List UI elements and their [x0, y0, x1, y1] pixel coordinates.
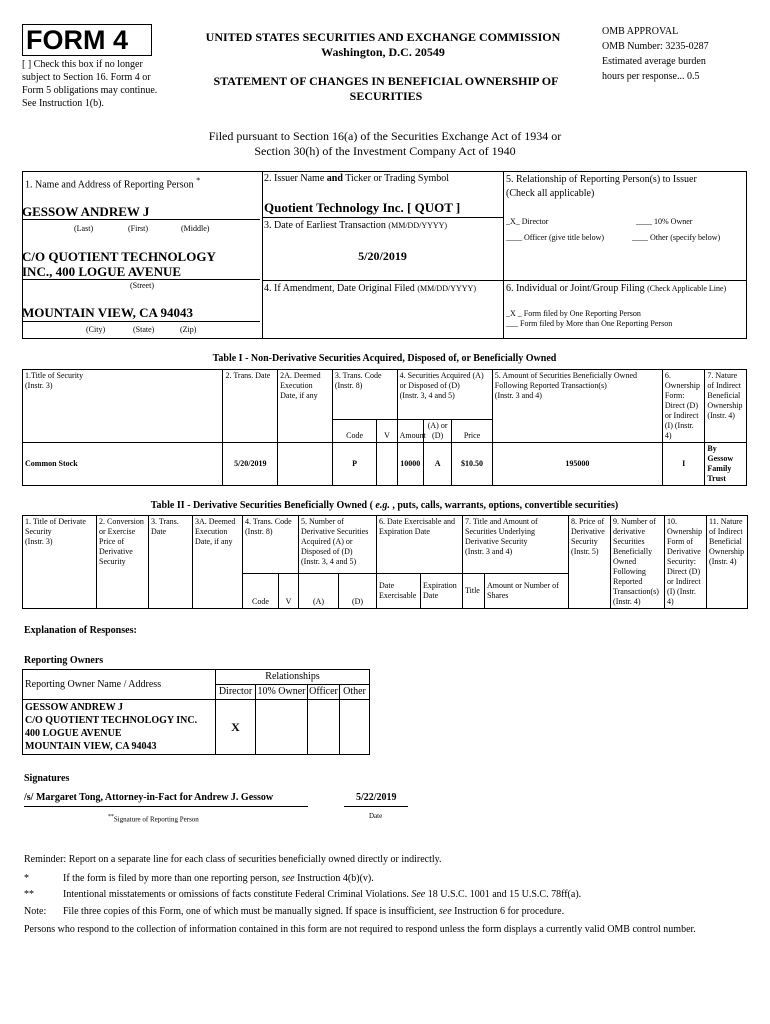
t2-sub-code: Code — [243, 573, 279, 608]
box6-label — [506, 283, 726, 294]
box1-label-mark: * — [196, 176, 201, 185]
t1-cell-owned: 195000 — [492, 443, 662, 486]
ten-percent-owner-checkbox[interactable]: ____ 10% Owner — [636, 217, 693, 226]
owner-other-mark — [340, 700, 370, 755]
t1-header-title: 1.Title of Security (Instr. 3) — [23, 370, 223, 443]
omb-line-3: Estimated average burden — [602, 56, 706, 67]
t2-header-number: 5. Number of Derivative Securities Acquired (A) or Disposed of (D) (Instr. 3, 4 and 5) — [299, 516, 377, 574]
note-2-text — [63, 889, 581, 900]
note-2-pre: Intentional misstatements or omissions of facts constitute Federal Criminal Violations. — [63, 889, 412, 900]
note-1-text — [63, 873, 374, 884]
t2-sub-v: V — [279, 573, 299, 608]
check-box-notice[interactable] — [22, 58, 172, 110]
agency-name: UNITED STATES SECURITIES AND EXCHANGE COMMISSION — [205, 30, 561, 44]
signature-caption-mark: ** — [108, 814, 114, 820]
t1-sub-code: Code — [332, 420, 377, 443]
table2-title-post: , puts, calls, warrants, options, convertible securities) — [389, 500, 619, 511]
t1-header-date: 2. Trans. Date — [223, 370, 278, 443]
middle-label: (Middle) — [181, 224, 210, 233]
t1-header-code: 3. Trans. Code (Instr. 8) — [332, 370, 397, 420]
statement-title: STATEMENT OF CHANGES IN BENEFICIAL OWNERSHIP OF SECURITIES — [213, 74, 559, 103]
box2-label-post: Ticker or Trading Symbol — [342, 173, 450, 184]
owner-line-1: GESSOW ANDREW J — [25, 702, 123, 713]
box4-label-format: (MM/DD/YYYY) — [417, 284, 476, 293]
city-underline — [22, 321, 260, 322]
owners-header-director: Director — [216, 685, 256, 700]
t1-sub-amount: Amount — [397, 420, 423, 443]
t2-header-form: 10. Ownership Form of Derivative Security: Direct (D) or Indirect (I) (Instr. 4) — [665, 516, 707, 609]
table2-title — [22, 500, 747, 511]
t2-header-date: 3. Trans. Date — [149, 516, 193, 609]
t1-cell-v — [377, 443, 397, 486]
filed-pursuant-line-1: Filed pursuant to Section 16(a) of the Securities Exchange Act of 1934 or — [208, 129, 562, 143]
box2-label-pre: 2. Issuer Name — [264, 173, 327, 184]
t1-cell-date: 5/20/2019 — [223, 443, 278, 486]
table-row — [23, 443, 747, 486]
grid-rule-date — [262, 280, 747, 281]
box2-label-and: and — [326, 173, 343, 184]
box3-label — [264, 220, 447, 231]
t1-cell-code: P — [332, 443, 377, 486]
t1-cell-price: $10.50 — [452, 443, 493, 486]
owner-line-2: C/O QUOTIENT TECHNOLOGY INC. — [25, 715, 198, 726]
t1-cell-security: Common Stock — [23, 443, 223, 486]
table1-title: Table I - Non-Derivative Securities Acquired, Disposed of, or Beneficially Owned — [212, 353, 557, 364]
reporting-owners-label: Reporting Owners — [24, 655, 104, 666]
box1-label — [25, 176, 200, 190]
t1-header-ownership-form: 6. Ownership Form: Direct (D) or Indirect (I) (Instr. 4) — [662, 370, 705, 443]
box1-label-text: 1. Name and Address of Reporting Person — [25, 179, 194, 191]
owner-line-4: MOUNTAIN VIEW, CA 94043 — [25, 741, 157, 752]
signer-name: /s/ Margaret Tong, Attorney-in-Fact for Andrew J. Gessow — [24, 792, 274, 803]
t1-cell-form: I — [662, 443, 705, 486]
director-checkbox[interactable]: _X_ Director — [506, 217, 549, 226]
box6-label-small: (Check Applicable Line) — [647, 284, 727, 293]
t2-sub-expiration: Expiration Date — [421, 573, 463, 608]
explanation-label: Explanation of Responses: — [24, 625, 137, 636]
reporting-person-name: GESSOW ANDREW J — [22, 204, 150, 219]
owner-line-3: 400 LOGUE AVENUE — [25, 728, 122, 739]
t1-cell-ad: A — [423, 443, 451, 486]
filed-pursuant — [100, 129, 670, 159]
street-address-line-1: C/O QUOTIENT TECHNOLOGY — [22, 249, 216, 264]
note-3-pre: File three copies of this Form, one of which must be manually signed. If space is insufficient, — [63, 906, 439, 917]
signature-caption-text: Signature of Reporting Person — [113, 815, 199, 824]
t1-cell-nature: By Gessow Family Trust — [705, 443, 747, 486]
box3-label-text: 3. Date of Earliest Transaction — [264, 220, 386, 231]
other-checkbox[interactable]: ____ Other (specify below) — [632, 233, 721, 242]
t1-header-amount-owned: 5. Amount of Securities Beneficially Owned Following Reported Transaction(s) (Instr. 3 and 4) — [492, 370, 662, 443]
owners-header-name: Reporting Owner Name / Address — [23, 670, 216, 700]
t2-sub-title: Title — [463, 573, 485, 608]
table2 — [22, 515, 748, 609]
filed-pursuant-line-2: Section 30(h) of the Investment Company Act of 1940 — [254, 144, 516, 158]
city-label: (City) — [86, 325, 106, 334]
note-2-mark: ** — [24, 889, 34, 900]
note-3-post: Instruction 6 for procedure. — [451, 906, 565, 917]
t2-header-exercisable: 6. Date Exercisable and Expiration Date — [377, 516, 463, 574]
t1-sub-ad: (A) or (D) — [423, 420, 451, 443]
signature-caption — [108, 813, 199, 824]
city-state-zip: MOUNTAIN VIEW, CA 94043 — [22, 305, 193, 320]
agency-location: Washington, D.C. 20549 — [321, 45, 445, 59]
note-3-mark: Note: — [24, 906, 47, 917]
omb-line-1: OMB APPROVAL — [602, 26, 679, 37]
t1-sub-price: Price — [452, 420, 493, 443]
owners-header-ten: 10% Owner — [256, 685, 308, 700]
zip-label: (Zip) — [180, 325, 197, 334]
state-label: (State) — [133, 325, 155, 334]
table-row — [23, 700, 370, 755]
t2-header-owned: 9. Number of derivative Securities Beneficially Owned Following Reported Transaction(s) (Instr. 4) — [611, 516, 665, 609]
one-person-option[interactable]: _X _ Form filed by One Reporting Person — [506, 309, 641, 318]
t2-header-title: 1. Title of Derivate Security (Instr. 3) — [23, 516, 97, 609]
street-underline — [22, 279, 260, 280]
t1-header-deemed: 2A. Deemed Execution Date, if any — [278, 370, 333, 443]
note-1-mark: * — [24, 873, 29, 884]
box6-label-text: 6. Individual or Joint/Group Filing — [506, 283, 645, 294]
street-address-line-2: INC., 400 LOGUE AVENUE — [22, 264, 182, 279]
t1-cell-amount: 10000 — [397, 443, 423, 486]
note-1-see: see — [281, 873, 295, 884]
t2-sub-a: (A) — [299, 573, 339, 608]
table2-title-pre: Table II - Derivative Securities Beneficially Owned ( — [150, 500, 376, 511]
note-3-see: see — [438, 906, 452, 917]
reporting-owners-table — [22, 669, 370, 755]
persons-notice: Persons who respond to the collection of information contained in this form are not required to respond unless the form displays a currently valid OMB control number. — [24, 924, 696, 935]
name-underline — [22, 219, 260, 220]
omb-line-4: hours per response... 0.5 — [602, 71, 700, 82]
t2-header-price: 8. Price of Derivative Security (Instr. 5) — [569, 516, 611, 609]
box5-label-line-1: 5. Relationship of Reporting Person(s) to Issuer — [506, 174, 697, 185]
first-label: (First) — [128, 224, 148, 233]
earliest-transaction-date: 5/20/2019 — [358, 249, 407, 263]
note-3-text — [63, 906, 564, 917]
omb-approval — [602, 24, 709, 84]
owner-address — [23, 700, 216, 755]
date-line — [344, 806, 408, 807]
t2-sub-d: (D) — [339, 573, 377, 608]
issuer-name: Quotient Technology Inc. [ QUOT ] — [264, 200, 461, 215]
grid-rule-issuer — [262, 217, 503, 218]
note-2-post: 18 U.S.C. 1001 and 15 U.S.C. 78ff(a). — [425, 889, 582, 900]
officer-checkbox[interactable]: ____ Officer (give title below) — [506, 233, 605, 242]
t2-header-conversion: 2. Conversion or Exercise Price of Derivative Security — [97, 516, 149, 609]
t1-header-acquired: 4. Securities Acquired (A) or Disposed of (D) (Instr. 3, 4 and 5) — [397, 370, 492, 420]
owner-ten-mark — [256, 700, 308, 755]
t1-sub-v: V — [377, 420, 397, 443]
t2-header-deemed: 3A. Deemed Execution Date, if any — [193, 516, 243, 609]
note-1-pre: If the form is filed by more than one reporting person, — [63, 873, 282, 884]
last-label: (Last) — [74, 224, 94, 233]
owners-header-other: Other — [340, 685, 370, 700]
owner-director-mark: X — [216, 700, 256, 755]
t2-header-nature: 11. Nature of Indirect Beneficial Ownership (Instr. 4) — [707, 516, 748, 609]
t2-sub-amount: Amount or Number of Shares — [485, 573, 569, 608]
box3-label-format: (MM/DD/YYYY) — [388, 221, 448, 230]
t2-header-code: 4. Trans. Code (Instr. 8) — [243, 516, 299, 574]
t2-sub-date-exercisable: Date Exercisable — [377, 573, 421, 608]
box4-label-text: 4. If Amendment, Date Original Filed — [264, 283, 415, 294]
note-2-see: See — [411, 889, 426, 900]
owner-officer-mark — [308, 700, 340, 755]
box5-label-line-2: (Check all applicable) — [506, 188, 595, 199]
table2-title-eg: e.g. — [375, 500, 390, 511]
grid-divider-2 — [503, 171, 504, 339]
reminder-text: Reminder: Report on a separate line for each class of securities beneficially owned directly or indirectly. — [24, 854, 442, 865]
note-1-post: Instruction 4(b)(v). — [294, 873, 374, 884]
box5-label — [506, 173, 697, 201]
form-title: FORM 4 — [26, 25, 129, 55]
box2-label — [264, 173, 449, 184]
t2-header-underlying: 7. Title and Amount of Securities Underlying Derivative Security (Instr. 3 and 4) — [463, 516, 569, 574]
signatures-label: Signatures — [24, 773, 70, 784]
multi-person-option[interactable]: ___ Form filed by More than One Reporting Person — [506, 319, 673, 328]
signature-date: 5/22/2019 — [356, 792, 397, 803]
date-caption: Date — [369, 812, 383, 820]
check-box-text: [ ] Check this box if no longer subject to Section 16. Form 4 or Form 5 obligations may continue. See Instruction 1(b). — [22, 59, 158, 109]
signature-line — [24, 806, 308, 807]
t1-cell-deemed — [278, 443, 333, 486]
omb-line-2: OMB Number: 3235-0287 — [602, 41, 709, 52]
owners-header-officer: Officer — [308, 685, 340, 700]
box4-label — [264, 283, 476, 294]
t1-header-nature: 7. Nature of Indirect Beneficial Ownership (Instr. 4) — [705, 370, 747, 443]
table1 — [22, 369, 747, 486]
street-label: (Street) — [130, 281, 154, 290]
owners-header-relationships: Relationships — [216, 670, 370, 685]
